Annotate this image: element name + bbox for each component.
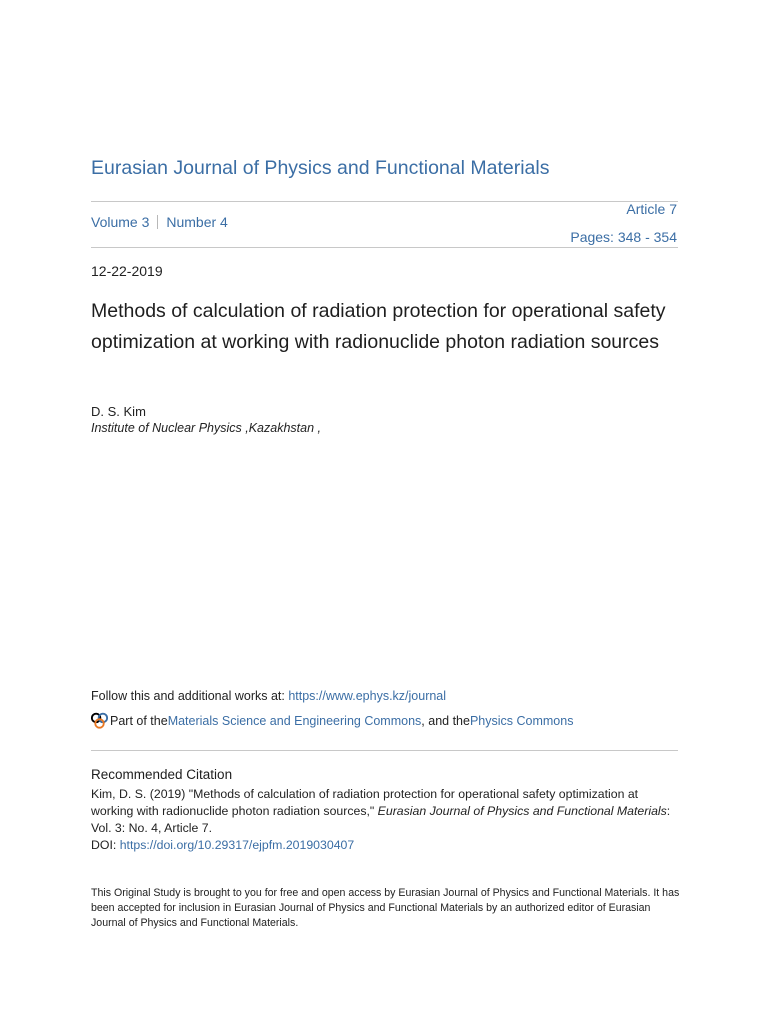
volume-link[interactable]: Volume 3: [91, 214, 150, 230]
citation-journal: Eurasian Journal of Physics and Functional Materials: [377, 804, 667, 818]
publication-date: 12-22-2019: [91, 263, 163, 279]
citation-divider: [91, 750, 678, 751]
author-name: D. S. Kim: [91, 404, 146, 419]
network-commons-icon: [91, 712, 108, 729]
journal-url-link[interactable]: https://www.ephys.kz/journal: [288, 689, 447, 703]
header-top-divider: [91, 201, 678, 202]
part-of-prefix: Part of the: [110, 713, 168, 728]
page-range: Pages: 348 - 354: [570, 229, 677, 245]
part-of-middle: , and the: [421, 713, 470, 728]
physics-commons-link[interactable]: Physics Commons: [469, 713, 574, 728]
paper-title: Methods of calculation of radiation protection for operational safety optimization at working with radionuclide photon radiation sources: [91, 300, 666, 353]
part-of-line: [91, 712, 573, 729]
volume-number-row: [91, 214, 228, 230]
citation-volume: : Vol. 3: No. 4, Article 7.: [91, 804, 671, 835]
materials-science-commons-link[interactable]: Materials Science and Engineering Commons: [167, 713, 422, 728]
doi-link[interactable]: https://doi.org/10.29317/ejpfm.2019030407: [119, 838, 355, 852]
volume-separator: [157, 215, 158, 229]
article-link[interactable]: Article 7: [626, 201, 677, 217]
follow-line: [91, 689, 446, 703]
doi-label: DOI:: [91, 838, 120, 852]
access-statement: This Original Study is brought to you for free and open access by Eurasian Journal of Physics and Functional Materials. It has been accepted for inclusion in Eurasian Journal of Physics and Functional Materials by an authorized editor of Eurasian Journal of Physics and Functional Materials.: [91, 887, 680, 929]
follow-prefix: Follow this and additional works at:: [91, 689, 289, 703]
citation-text: [91, 786, 681, 854]
number-link[interactable]: Number 4: [166, 214, 228, 230]
recommended-citation-heading: Recommended Citation: [91, 767, 233, 782]
journal-title-link[interactable]: Eurasian Journal of Physics and Functional Materials: [91, 157, 550, 179]
author-affiliation: Institute of Nuclear Physics ,Kazakhstan ,: [91, 421, 321, 435]
header-bottom-divider: [91, 247, 678, 248]
citation-body: Kim, D. S. (2019) "Methods of calculation of radiation protection for operational safety optimization at working with radionuclide photon radiation sources,": [91, 787, 639, 818]
